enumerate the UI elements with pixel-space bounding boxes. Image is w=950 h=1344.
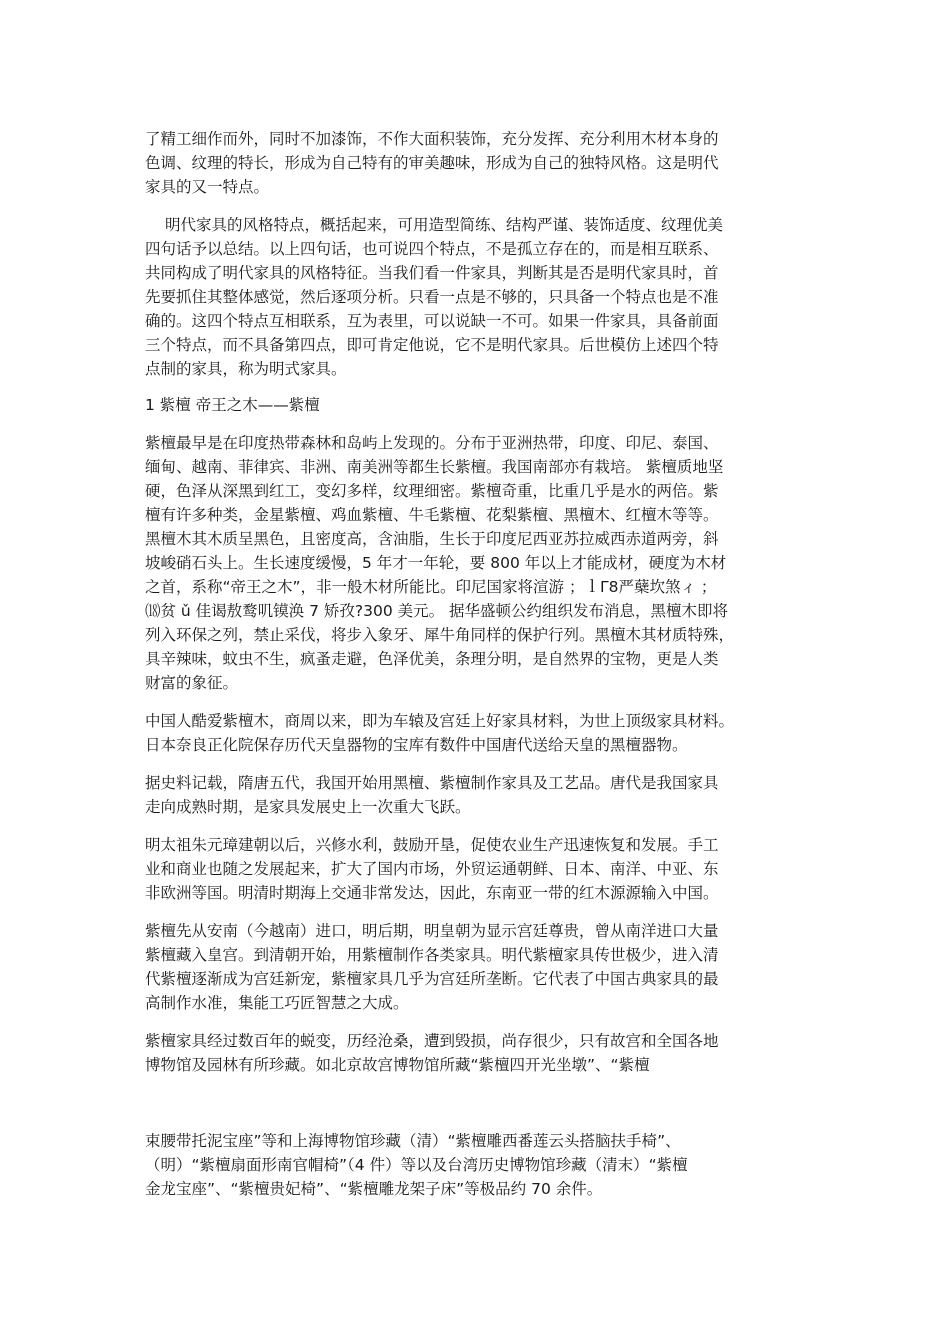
text-line: 金龙宝座”、“紫檀贵妃椅”、“紫檀雕龙架子床”等极品约 70 余件。 (145, 1180, 603, 1198)
text-line: 紫檀家具经过数百年的蜕变，历经沧桑，遭到毁损，尚存很少，只有故宫和全国各地 (145, 1032, 719, 1050)
text-line: 四句话予以总结。以上四句话，也可说四个特点，不是孤立存在的，而是相互联系、 (145, 240, 719, 258)
text-line: 高制作水准，集能工巧匠智慧之大成。 (145, 994, 409, 1012)
text-line: 缅甸、越南、菲律宾、非洲、南美洲等都生长紫檀。我国南部亦有栽培。 紫檀质地坚 (145, 458, 724, 476)
text-line: 共同构成了明代家具的风格特征。当我们看一件家具，判断其是否是明代家具时，首 (145, 264, 719, 282)
text-line: 色调、纹理的特长，形成为自己特有的审美趣味，形成为自己的独特风格。这是明代 (145, 154, 719, 172)
text-line: 紫檀最早是在印度热带森林和岛屿上发现的。分布于亚洲热带，印度、印尼、泰国、 (145, 434, 719, 452)
text-line: 坡峻硝石头上。生长速度缓慢，5 年才一年轮，要 800 年以上才能成材，硬度为木材 (145, 554, 727, 572)
text-line: （明）“紫檀扇面形南官帽椅”（4 件）等以及台湾历史博物馆珍藏（清末）“紫檀 (145, 1156, 688, 1174)
text-line: 之首，系称“帝王之木”，非一般木材所能比。印尼国家将渲游 ；ｌΓ8严蘖坎煞ィ ； (145, 578, 717, 596)
text-line: 确的。这四个特点互相联系，互为表里，可以说缺一不可。如果一件家具，具备前面 (145, 312, 719, 330)
text-line: 具辛辣味，蚊虫不生，疯蚤走避，色泽优美，条理分明，是自然界的宝物，更是人类 (145, 650, 719, 668)
text-line: 博物馆及园林有所珍藏。如北京故宫博物馆所藏“紫檀四开光坐墩”、“紫檀 (145, 1056, 650, 1074)
text-line: 三个特点，而不具备第四点，即可肯定他说，它不是明代家具。后世模仿上述四个特 (145, 336, 719, 354)
text-line: ⒅贫 ǔ 佳谒敖鹜叽镆涣 7 矫孜?300 美元。 据华盛顿公约组织发布消息，黑檀木即将 (145, 602, 729, 620)
text-line: 黑檀木其木质呈黑色，且密度高，含油脂，生长于印度尼西亚苏拉威西赤道两旁，斜 (145, 530, 719, 548)
text-line: 先要抓住其整体感觉，然后逐项分析。只看一点是不够的，只具备一个特点也是不准 (145, 288, 719, 306)
text-line: 走向成熟时期，是家具发展史上一次重大飞跃。 (145, 798, 471, 816)
text-line: 据史料记载，隋唐五代，我国开始用黑檀、紫檀制作家具及工艺品。唐代是我国家具 (145, 774, 719, 792)
text-line: 代紫檀逐渐成为宫廷新宠，紫檀家具几乎为宫廷所垄断。它代表了中国古典家具的最 (145, 970, 719, 988)
text-line: 列入环保之列，禁止采伐，将步入象牙、犀牛角同样的保护行列。黑檀木其材质特殊， (145, 626, 735, 644)
text-line: 日本奈良正化院保存历代天皇器物的宝库有数件中国唐代送给天皇的黑檀器物。 (145, 736, 688, 754)
text-line: 束腰带托泥宝座”等和上海博物馆珍藏（清）“紫檀雕西番莲云头搭脑扶手椅”、 (145, 1132, 681, 1150)
text-line: 业和商业也随之发展起来，扩大了国内市场，外贸运通朝鲜、日本、南洋、中亚、东 (145, 860, 719, 878)
text-line: 点制的家具，称为明式家具。 (145, 360, 347, 378)
text-line: 了精工细作而外，同时不加漆饰，不作大面积装饰，充分发挥、充分利用木材本身的 (145, 130, 719, 148)
text-line: 中国人酷爱紫檀木，商周以来，即为车辕及宫廷上好家具材料，为世上顶级家具材料。 (145, 712, 735, 730)
text-line: 明太祖朱元璋建朝以后，兴修水利，鼓励开垦，促使农业生产迅速恢复和发展。手工 (145, 836, 719, 854)
text-line: 紫檀先从安南（今越南）进口，明后期，明皇朝为显示宫廷尊贵，曾从南洋进口大量 (145, 922, 719, 940)
text-line: 檀有许多种类，金星紫檀、鸡血紫檀、牛毛紫檀、花梨紫檀、黑檀木、红檀木等等。 (145, 506, 719, 524)
section-heading: 1 紫檀 帝王之木——紫檀 (145, 396, 320, 414)
text-line: 非欧洲等国。明清时期海上交通非常发达，因此，东南亚一带的红木源源输入中国。 (145, 884, 719, 902)
text-line: 硬，色泽从深黑到红工，变幻多样，纹理细密。紫檀奇重，比重几乎是水的两倍。紫 (145, 482, 719, 500)
text-line: 明代家具的风格特点，概括起来，可用造型简练、结构严谨、装饰适度、纹理优美 (165, 216, 724, 234)
text-line: 紫檀藏入皇宫。到清朝开始，用紫檀制作各类家具。明代紫檀家具传世极少，进入清 (145, 946, 719, 964)
text-line: 家具的又一特点。 (145, 178, 270, 196)
text-line: 财富的象征。 (145, 674, 239, 692)
